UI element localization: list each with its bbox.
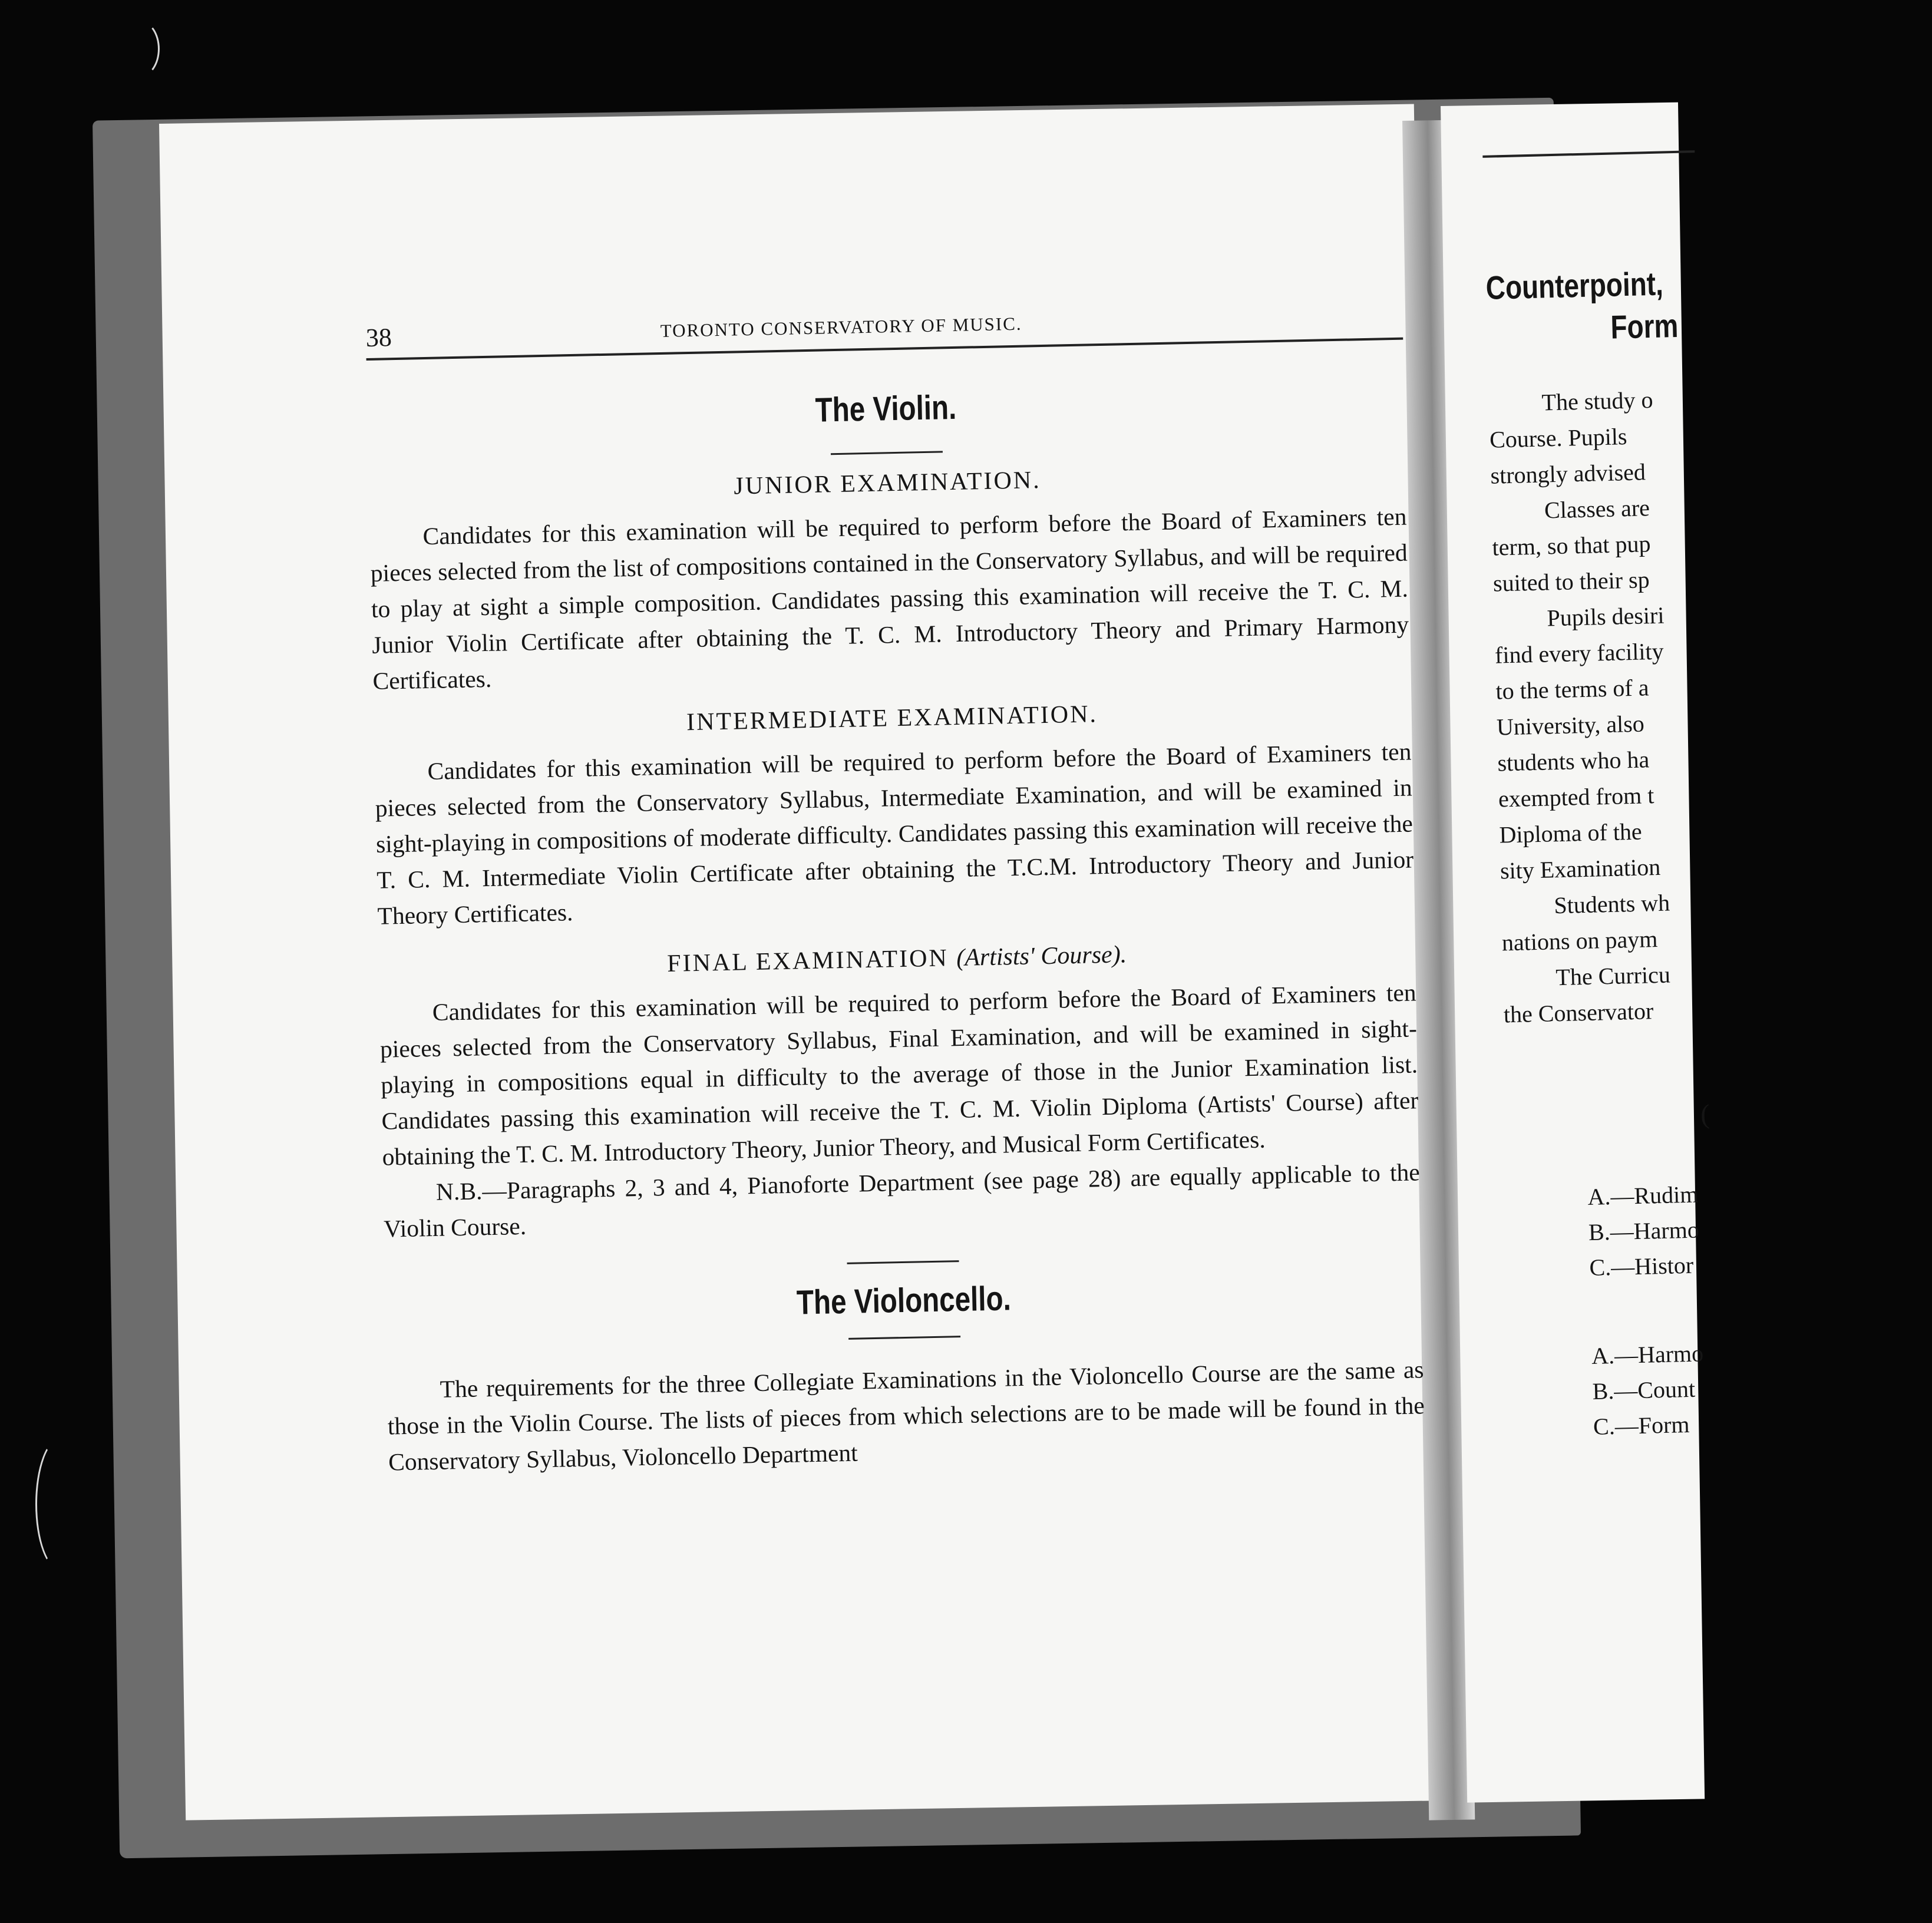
right-text-line: Course. Pupils — [1489, 423, 1627, 453]
header-rule — [366, 338, 1403, 361]
intermediate-examination-heading: INTERMEDIATE EXAMINATION. — [686, 701, 1098, 736]
violin-title: The Violin. — [815, 388, 957, 429]
right-list-item: A.—Harmo — [1591, 1340, 1704, 1369]
violoncello-title-rule — [848, 1336, 960, 1340]
right-text-line: to the terms of a — [1495, 674, 1649, 705]
section-divider-rule — [847, 1260, 959, 1264]
right-text-line: nations on paym — [1501, 926, 1658, 956]
artists-course-label: (Artists' Course). — [956, 941, 1127, 972]
right-text-line: term, so that pup — [1492, 530, 1651, 561]
right-page-content — [1482, 146, 1926, 1446]
title-rule — [831, 451, 943, 455]
right-text-line: The Curricu — [1555, 961, 1671, 991]
right-list-one — [1508, 1171, 1923, 1287]
right-text-line: sity Examination — [1500, 853, 1661, 884]
final-examination-text: Candidates for this examination will be required to perform before the Board of Examiners ten pieces selected from the Conservatory Syllabus, Final Examination, and will be examined in sight-playing in compositions equal in difficulty to the average of those in the Junior Examination list. Candidates passing this examination will receive the T. C. M. Violin Diploma (Artists' Course) after obtaining the T. C. M. Introductory Theory, Junior Theory, and Musical Form Certificates. — [379, 979, 1419, 1171]
right-list-item: C.—Histor — [1588, 1251, 1694, 1281]
right-text-line: the Conservator — [1503, 997, 1654, 1028]
right-list-item: B.—Harmo — [1588, 1216, 1700, 1246]
film-scratch-mark — [121, 21, 160, 77]
right-page-text — [1488, 376, 1917, 1033]
right-header-rule — [1482, 150, 1695, 158]
right-section-title: Counterpoint, — [1485, 265, 1664, 306]
right-list-two — [1511, 1330, 1926, 1446]
right-text-line: University, also — [1496, 710, 1645, 741]
junior-examination-heading: JUNIOR EXAMINATION. — [733, 467, 1042, 500]
film-scratch-mark — [35, 1438, 86, 1571]
right-text-line: The study o — [1541, 386, 1653, 416]
right-text-line: find every facility — [1494, 637, 1665, 669]
right-text-line: exempted from t — [1498, 782, 1654, 812]
right-list-item: C.—Form — [1593, 1410, 1690, 1440]
right-text-line: students who ha — [1497, 746, 1650, 777]
right-partial-heading: ( — [1700, 1098, 1710, 1129]
right-text-line: suited to their sp — [1492, 566, 1650, 597]
left-page-content — [365, 292, 1425, 1481]
final-examination-heading — [378, 934, 1416, 983]
intermediate-examination-text: Candidates for this examination will be required to perform before the Board of Examiners ten pieces selected from the Conservatory Syllabus, Intermediate Examination, and will be examined in sight-playing in compositions of moderate difficulty. Candidates passing this examination will receive the T. C. M. Intermediate Violin Certificate after obtaining the T.C.M. Introductory Theory and Junior Theory Certificates. — [375, 738, 1414, 930]
running-header-title: TORONTO CONSERVATORY OF MUSIC. — [660, 313, 1022, 341]
right-text-line: Pupils desiri — [1546, 602, 1665, 632]
right-list-item: A.—Rudim — [1587, 1181, 1699, 1211]
right-list-item: B.—Count — [1592, 1375, 1696, 1405]
final-examination-heading-text: FINAL EXAMINATION — [666, 944, 949, 977]
right-text-line: strongly advised — [1490, 458, 1646, 489]
right-text-line: Diploma of the — [1498, 818, 1643, 848]
right-section-title-continued: Form — [1610, 306, 1679, 346]
violoncello-title: The Violoncello. — [796, 1279, 1012, 1322]
right-text-line: Students wh — [1553, 889, 1670, 919]
junior-examination-text: Candidates for this examination will be required to perform before the Board of Examiners ten pieces selected from the list of compositions contained in the Conservatory Syllabus, and will be required to play at sight a simple composition. Candidates passing this examination will receive the T. C. M. Junior Violin Certificate after obtaining the T. C. M. Introductory Theory and Primary Harmony Certificates. — [370, 503, 1409, 695]
right-page — [1441, 103, 1710, 1803]
nb-note: N.B.—Paragraphs 2, 3 and 4, Pianoforte Department (see page 28) are equally applicable to the Violin Course. — [383, 1158, 1421, 1243]
violoncello-text: The requirements for the three Collegiate Examinations in the Violoncello Course are the same as those in the Violin Course. The lists of pieces from which selections are to be made will be found in the Conservatory Syllabus, Violoncello Department — [387, 1356, 1425, 1476]
right-text-line: Classes are — [1544, 494, 1650, 524]
page-number: 38 — [365, 323, 392, 352]
